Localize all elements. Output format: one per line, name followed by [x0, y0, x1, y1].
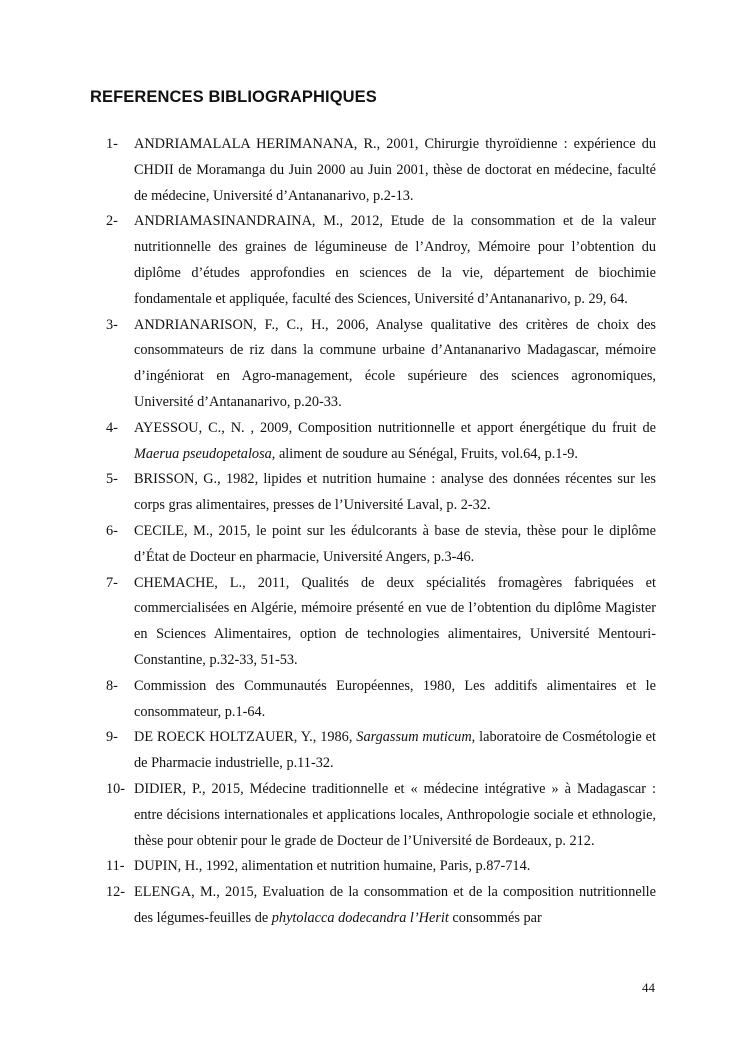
reference-text	[134, 575, 656, 668]
reference-text	[134, 781, 656, 849]
reference-italic-segment: Sargassum muticum	[356, 729, 472, 746]
reference-item	[106, 467, 656, 519]
reference-number: 8-	[106, 677, 118, 694]
reference-segment: CECILE, M., 2015, le point sur les édulcorants à base de stevia, thèse pour le diplôme d’État de Docteur en pharmacie, Université Angers, p.3-46.	[134, 522, 656, 565]
reference-number: 7-	[106, 574, 118, 591]
reference-item	[106, 209, 656, 312]
reference-segment: ANDRIANARISON, F., C., H., 2006, Analyse qualitative des critères de choix des consommateurs de riz dans la commune urbaine d’Antananarivo Madagascar, mémoire d’ingéniorat en Agro-management, école supérieure des sciences agronomiques, Université d’Antananarivo, p.20-33.	[134, 316, 656, 410]
reference-item	[106, 725, 656, 777]
reference-segment: DIDIER, P., 2015, Médecine traditionnelle et « médecine intégrative » à Madagascar : entre décisions internationales et applications locales, Anthropologie sociale et ethnologie, thèse pour obtenir pour le grade de Docteur de l’Université de Bordeaux, p. 212.	[134, 780, 656, 849]
reference-segment: ELENGA, M., 2015, Evaluation de la consommation et de la composition nutritionnelle des légumes-feuilles de	[134, 884, 656, 926]
reference-segment: AYESSOU, C., N. , 2009, Composition nutritionnelle et apport énergétique du fruit de	[134, 419, 656, 436]
reference-text	[134, 523, 656, 565]
reference-text	[134, 471, 656, 513]
reference-item	[106, 416, 656, 468]
reference-text	[134, 729, 656, 771]
reference-segment: BRISSON, G., 1982, lipides et nutrition humaine : analyse des données récentes sur les corps gras alimentaires, presses de l’Université Laval, p. 2-32.	[134, 471, 656, 514]
reference-number: 3-	[106, 316, 118, 333]
reference-item	[106, 519, 656, 571]
reference-italic-segment: phytolacca dodecandra l’Herit	[271, 909, 449, 926]
reference-text	[134, 136, 656, 204]
reference-italic-segment: Maerua pseudopetalosa	[134, 445, 272, 462]
reference-number: 9-	[106, 729, 118, 746]
reference-item	[106, 132, 656, 209]
reference-item	[106, 313, 656, 416]
reference-item	[106, 674, 656, 726]
reference-text	[134, 678, 656, 720]
reference-item	[106, 880, 656, 932]
reference-segment: Commission des Communautés Européennes, 1980, Les additifs alimentaires et le consommateur, p.1-64.	[134, 677, 656, 720]
reference-item	[106, 777, 656, 854]
reference-list	[106, 132, 656, 932]
reference-segment: consommés par	[448, 909, 542, 926]
reference-number: 10-	[106, 780, 126, 797]
reference-number: 2-	[106, 213, 118, 230]
reference-item	[106, 854, 656, 880]
reference-text	[134, 317, 656, 410]
reference-number: 12-	[106, 884, 126, 901]
reference-text	[134, 420, 656, 462]
reference-number: 1-	[106, 136, 118, 152]
reference-segment: , laboratoire de Cosmétologie et de Pharmacie industrielle, p.11-32.	[134, 729, 656, 772]
reference-segment: DUPIN, H., 1992, alimentation et nutrition humaine, Paris, p.87-714.	[134, 858, 531, 875]
reference-segment: ANDRIAMASINANDRAINA, M., 2012, Etude de la consommation et de la valeur nutritionnelle des graines de légumineuse de l’Androy, Mémoire pour l’obtention du diplôme d’études approfondies en sciences de la vie, département de biochimie fondamentale et appliquée, faculté des Sciences, Université d’Antananarivo, p. 29, 64.	[134, 213, 656, 307]
reference-text	[134, 884, 656, 926]
reference-number: 4-	[106, 419, 118, 436]
reference-segment: CHEMACHE, L., 2011, Qualités de deux spécialités fromagères fabriquées et commercialisées en Algérie, mémoire présenté en vue de l’obtention du diplôme Magister en Sciences Alimentaires, option de technologies alimentaires, Université Mentouri-Constantine, p.32-33, 51-53.	[134, 574, 656, 668]
reference-item	[106, 571, 656, 674]
reference-text	[134, 213, 656, 306]
page-title: REFERENCES BIBLIOGRAPHIQUES	[90, 88, 377, 106]
reference-number: 6-	[106, 522, 118, 539]
reference-number: 5-	[106, 471, 118, 488]
reference-text	[134, 858, 530, 874]
reference-segment: ANDRIAMALALA HERIMANANA, R., 2001, Chirurgie thyroïdienne : expérience du CHDII de Moramanga du Juin 2000 au Juin 2001, thèse de doctorat en médecine, faculté de médecine, Université d’Antananarivo, p.2-13.	[134, 136, 656, 204]
reference-segment: DE ROECK HOLTZAUER, Y., 1986,	[134, 729, 357, 746]
page-number: 44	[642, 980, 655, 995]
reference-number: 11-	[106, 858, 125, 875]
reference-segment: , aliment de soudure au Sénégal, Fruits, vol.64, p.1-9.	[271, 445, 578, 462]
